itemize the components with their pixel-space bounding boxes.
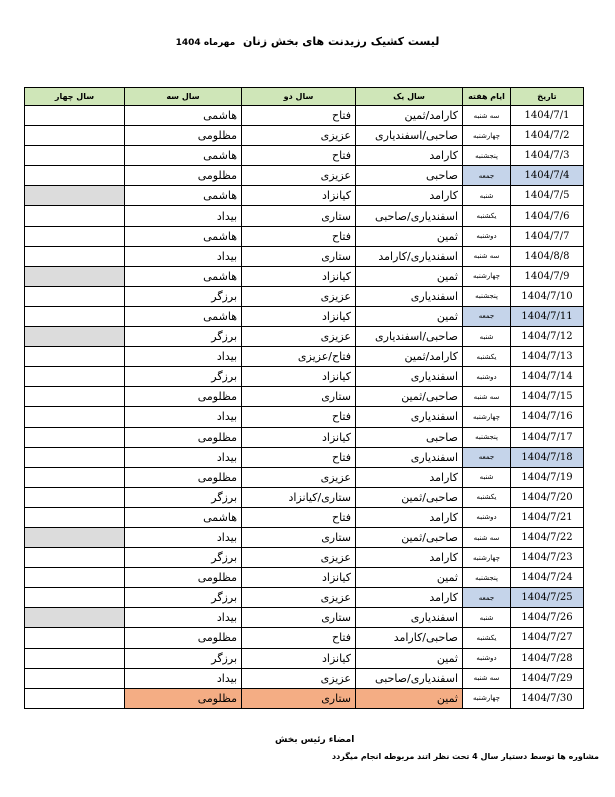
year4-cell [25,146,125,166]
date-cell: 1404/7/13 [511,347,584,367]
year2-cell: عزیزی [242,548,356,568]
year3-cell: مظلومی [125,628,242,648]
signature-label: امضاء رئیس بخش [275,735,355,745]
table-row [25,548,584,568]
table-row [25,487,584,507]
year3-cell: بیداد [125,407,242,427]
year4-cell [25,608,125,628]
day-cell: چهارشنبه [463,126,511,146]
date-cell: 1404/7/19 [511,467,584,487]
year4-cell [25,568,125,588]
year4-cell [25,507,125,527]
year3-cell: برزگر [125,548,242,568]
table-row [25,527,584,547]
year1-cell: صاحبی [356,427,463,447]
year2-cell: فتاح [242,226,356,246]
day-cell: پنجشنبه [463,286,511,306]
year3-cell: بیداد [125,608,242,628]
year1-cell: صاحبی/اسفندیاری [356,327,463,347]
date-cell: 1404/7/12 [511,327,584,347]
date-cell: 1404/7/11 [511,306,584,326]
day-cell: پنجشنبه [463,568,511,588]
year4-cell [25,306,125,326]
table-row [25,347,584,367]
year4-cell [25,628,125,648]
year1-cell: ثمین [356,266,463,286]
year2-cell: ستاری [242,206,356,226]
year3-cell: بیداد [125,447,242,467]
year2-cell: فتاح [242,106,356,126]
year1-cell: کارامد/ثمین [356,106,463,126]
table-row [25,146,584,166]
table-row [25,407,584,427]
year1-cell: ثمین [356,688,463,708]
title-text: لیست کشیک رزیدنت های بخش زنان [243,35,440,48]
date-cell: 1404/7/6 [511,206,584,226]
year3-cell: مظلومی [125,166,242,186]
year1-cell: ثمین [356,306,463,326]
year1-cell: کارامد [356,588,463,608]
year3-cell: برزگر [125,487,242,507]
year1-cell: صاحبی/اسفندیاری [356,126,463,146]
day-cell: سه شنبه [463,668,511,688]
year2-cell: کیانزاد [242,306,356,326]
day-cell: شنبه [463,327,511,347]
date-cell: 1404/7/3 [511,146,584,166]
year1-cell: ثمین [356,568,463,588]
table-row [25,427,584,447]
year3-cell: مظلومی [125,467,242,487]
day-cell: سه شنبه [463,246,511,266]
day-cell: شنبه [463,186,511,206]
day-cell: یکشنبه [463,206,511,226]
table-row [25,266,584,286]
year4-cell [25,407,125,427]
year4-cell [25,447,125,467]
year1-cell: صاحبی/ثمین [356,527,463,547]
table-row [25,467,584,487]
table-row [25,387,584,407]
year1-cell: کارامد [356,507,463,527]
year4-cell [25,387,125,407]
table-row [25,106,584,126]
date-cell: 1404/8/8 [511,246,584,266]
header-year1: سال یک [356,88,463,106]
year4-cell [25,166,125,186]
date-cell: 1404/7/7 [511,226,584,246]
day-cell: یکشنبه [463,347,511,367]
header-year2: سال دو [242,88,356,106]
date-cell: 1404/7/29 [511,668,584,688]
roster-body [25,106,584,709]
table-row [25,126,584,146]
year1-cell: صاحبی/ثمین [356,487,463,507]
year4-cell [25,246,125,266]
table-row [25,608,584,628]
table-row [25,246,584,266]
year2-cell: عزیزی [242,166,356,186]
year3-cell: هاشمی [125,106,242,126]
date-cell: 1404/7/5 [511,186,584,206]
date-cell: 1404/7/21 [511,507,584,527]
day-cell: چهارشنبه [463,407,511,427]
table-row [25,186,584,206]
day-cell: چهارشنبه [463,266,511,286]
year3-cell: هاشمی [125,186,242,206]
year3-cell: برزگر [125,588,242,608]
header-date: تاریخ [511,88,584,106]
year4-cell [25,226,125,246]
year2-cell: فتاح [242,628,356,648]
year1-cell: کارامد [356,548,463,568]
date-cell: 1404/7/20 [511,487,584,507]
year4-cell [25,668,125,688]
table-row [25,628,584,648]
year3-cell: هاشمی [125,306,242,326]
year1-cell: اسفندیاری [356,447,463,467]
year4-cell [25,427,125,447]
day-cell: پنجشنبه [463,146,511,166]
year3-cell: بیداد [125,206,242,226]
year3-cell: مظلومی [125,427,242,447]
year4-cell [25,206,125,226]
day-cell: دوشنبه [463,507,511,527]
date-cell: 1404/7/2 [511,126,584,146]
year2-cell: عزیزی [242,668,356,688]
date-cell: 1404/7/15 [511,387,584,407]
day-cell: دوشنبه [463,648,511,668]
date-cell: 1404/7/16 [511,407,584,427]
year4-cell [25,688,125,708]
year3-cell: هاشمی [125,266,242,286]
day-cell: یکشنبه [463,487,511,507]
year4-cell [25,467,125,487]
year4-cell [25,588,125,608]
year1-cell: ثمین [356,226,463,246]
date-cell: 1404/7/17 [511,427,584,447]
day-cell: دوشنبه [463,226,511,246]
year3-cell: بیداد [125,527,242,547]
day-cell: سه شنبه [463,106,511,126]
roster-table [24,87,584,709]
day-cell: یکشنبه [463,628,511,648]
year3-cell: مظلومی [125,387,242,407]
date-cell: 1404/7/27 [511,628,584,648]
year1-cell: کارامد [356,146,463,166]
date-cell: 1404/7/23 [511,548,584,568]
date-cell: 1404/7/24 [511,568,584,588]
table-row [25,568,584,588]
year1-cell: اسفندیاری [356,286,463,306]
year3-cell: مظلومی [125,126,242,146]
year4-cell [25,648,125,668]
year2-cell: عزیزی [242,126,356,146]
year3-cell: هاشمی [125,146,242,166]
year2-cell: عزیزی [242,327,356,347]
table-row [25,588,584,608]
day-cell: جمعه [463,166,511,186]
year4-cell [25,327,125,347]
year4-cell [25,548,125,568]
day-cell: چهارشنبه [463,688,511,708]
year4-cell [25,527,125,547]
year4-cell [25,126,125,146]
table-row [25,306,584,326]
table-row [25,367,584,387]
document-title [0,35,615,48]
header-day: ایام هفته [463,88,511,106]
year3-cell: برزگر [125,327,242,347]
year4-cell [25,186,125,206]
year3-cell: هاشمی [125,226,242,246]
year2-cell: عزیزی [242,467,356,487]
year2-cell: فتاح/عزیزی [242,347,356,367]
year3-cell: مظلومی [125,568,242,588]
table-row [25,327,584,347]
title-month: مهرماه 1404 [175,38,236,48]
year1-cell: اسفندیاری/صاحبی [356,206,463,226]
day-cell: جمعه [463,447,511,467]
date-cell: 1404/7/25 [511,588,584,608]
footer-note: مشاوره ها توسط دستیار سال 4 تحت نظر اتند مربوطه انجام میگردد [332,752,599,761]
day-cell: جمعه [463,306,511,326]
year4-cell [25,347,125,367]
year2-cell: ستاری [242,387,356,407]
table-row [25,286,584,306]
table-row [25,648,584,668]
year2-cell: کیانزاد [242,648,356,668]
year4-cell [25,367,125,387]
day-cell: چهارشنبه [463,548,511,568]
date-cell: 1404/7/4 [511,166,584,186]
year2-cell: کیانزاد [242,367,356,387]
table-row [25,688,584,708]
year2-cell: فتاح [242,407,356,427]
header-year3: سال سه [125,88,242,106]
year1-cell: اسفندیاری/کارامد [356,246,463,266]
date-cell: 1404/7/10 [511,286,584,306]
year1-cell: صاحبی/ثمین [356,387,463,407]
date-cell: 1404/7/1 [511,106,584,126]
year2-cell: کیانزاد [242,427,356,447]
date-cell: 1404/7/30 [511,688,584,708]
year2-cell: کیانزاد [242,266,356,286]
table-row [25,226,584,246]
year3-cell: بیداد [125,347,242,367]
year2-cell: عزیزی [242,588,356,608]
day-cell: سه شنبه [463,387,511,407]
day-cell: پنجشنبه [463,427,511,447]
table-row [25,206,584,226]
year2-cell: فتاح [242,146,356,166]
year1-cell: ثمین [356,648,463,668]
header-year4: سال چهار [25,88,125,106]
day-cell: شنبه [463,467,511,487]
year3-cell: هاشمی [125,507,242,527]
year1-cell: اسفندیاری [356,608,463,628]
date-cell: 1404/7/28 [511,648,584,668]
date-cell: 1404/7/26 [511,608,584,628]
year1-cell: کارامد [356,186,463,206]
year1-cell: اسفندیاری [356,367,463,387]
year2-cell: فتاح [242,507,356,527]
year2-cell: کیانزاد [242,568,356,588]
year2-cell: فتاح [242,447,356,467]
table-row [25,166,584,186]
year3-cell: بیداد [125,668,242,688]
date-cell: 1404/7/22 [511,527,584,547]
year2-cell: کیانزاد [242,186,356,206]
year2-cell: ستاری [242,246,356,266]
year3-cell: بیداد [125,246,242,266]
table-row [25,447,584,467]
year1-cell: کارامد/ثمین [356,347,463,367]
day-cell: دوشنبه [463,367,511,387]
year4-cell [25,286,125,306]
table-row [25,507,584,527]
year2-cell: ستاری/کیانزاد [242,487,356,507]
date-cell: 1404/7/14 [511,367,584,387]
table-row [25,668,584,688]
date-cell: 1404/7/9 [511,266,584,286]
year2-cell: ستاری [242,608,356,628]
year4-cell [25,266,125,286]
year1-cell: کارامد [356,467,463,487]
day-cell: شنبه [463,608,511,628]
day-cell: جمعه [463,588,511,608]
year3-cell: مظلومی [125,688,242,708]
year2-cell: ستاری [242,688,356,708]
year2-cell: ستاری [242,527,356,547]
year2-cell: عزیزی [242,286,356,306]
year4-cell [25,487,125,507]
date-cell: 1404/7/18 [511,447,584,467]
year3-cell: برزگر [125,648,242,668]
year3-cell: برزگر [125,286,242,306]
year1-cell: اسفندیاری [356,407,463,427]
year1-cell: صاحبی [356,166,463,186]
year4-cell [25,106,125,126]
year1-cell: صاحبی/کارامد [356,628,463,648]
year1-cell: اسفندیاری/صاحبی [356,668,463,688]
year3-cell: برزگر [125,367,242,387]
day-cell: سه شنبه [463,527,511,547]
header-row [25,88,584,106]
